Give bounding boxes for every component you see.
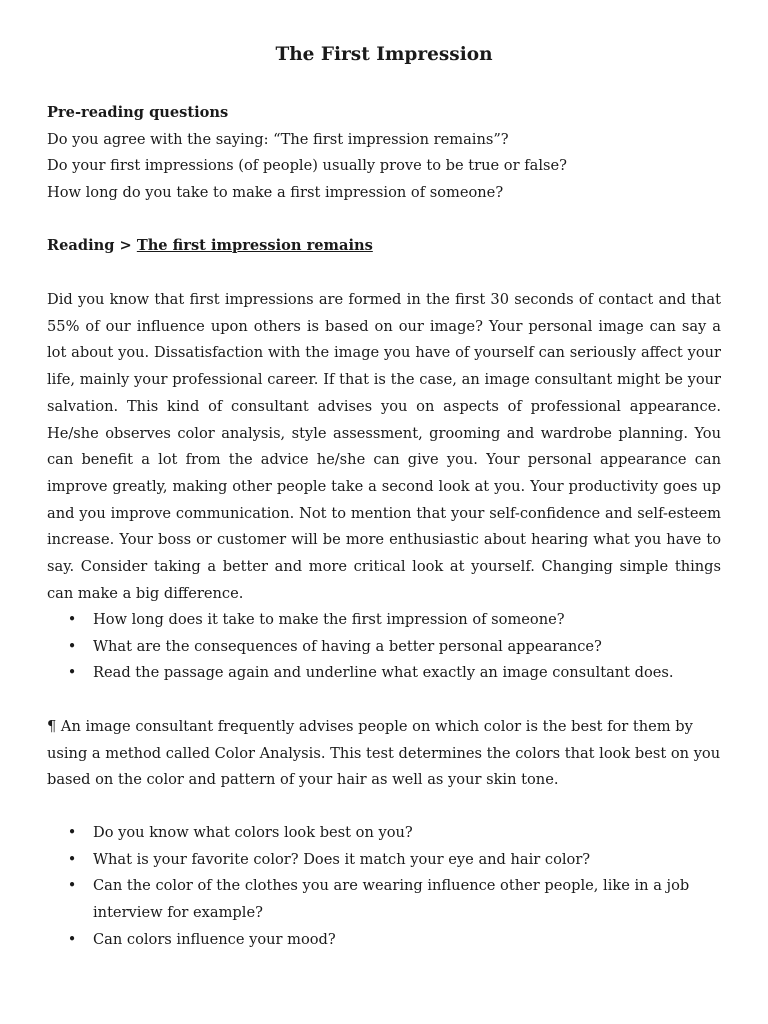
list-item	[47, 660, 721, 687]
list-item	[47, 820, 721, 847]
prereading-question-2: Do your first impressions (of people) usually prove to be true or false?	[47, 157, 567, 175]
bullet-icon: •	[67, 824, 77, 841]
color-analysis-paragraph: ¶ An image consultant frequently advises people on which color is the best for them by using a method called Color Analysis. This test determines the colors that look best on you based on the color and pattern of your hair as well as your skin tone.	[47, 718, 721, 789]
reading-title-link[interactable]: The first impression remains	[136, 237, 373, 254]
list-item-text: How long does it take to make the first impression of someone?	[93, 611, 565, 628]
list-item-text: What is your favorite color? Does it match your eye and hair color?	[93, 850, 591, 868]
reading-heading	[47, 233, 721, 260]
reading-passage: Did you know that first impressions are formed in the first 30 seconds of contact and that 55% of our influence upon others is based on our image? Your personal image can say a lot about you. Dissatisfaction with the image you have of yourself can seriously affect your life, mainly your professional career. If that is the case, an image consultant might be your salvation. This kind of consultant advises you on aspects of professional appearance. He/she observes color analysis, style assessment, grooming and wardrobe planning. You can benefit a lot from the advice he/she can give you. Your personal appearance can improve greatly, making other people take a second look at you. Your productivity goes up and you improve communication. Not to mention that your self-confidence and self-esteem increase. Your boss or customer will be more enthusiastic about hearing what you have to say. Consider taking a better and more critical look at yourself. Changing simple things can make a big difference.	[47, 291, 721, 602]
bullet-icon: •	[67, 850, 77, 868]
list-item-text: Can colors influence your mood?	[93, 930, 336, 948]
list-item-text: Do you know what colors look best on you?	[93, 824, 413, 841]
comprehension-questions	[47, 607, 721, 687]
list-item-text: Read the passage again and underline what exactly an image consultant does.	[93, 664, 674, 682]
prereading-question-1: Do you agree with the saying: “The first impression remains”?	[47, 130, 509, 148]
prereading-heading: Pre-reading questions	[47, 104, 229, 121]
list-item	[47, 873, 721, 926]
reading-prefix: Reading >	[47, 237, 137, 254]
bullet-icon: •	[67, 664, 77, 682]
list-item-text: What are the consequences of having a better personal appearance?	[93, 637, 602, 655]
list-item	[47, 847, 721, 874]
bullet-icon: •	[67, 930, 77, 948]
list-item	[47, 607, 721, 634]
bullet-icon: •	[67, 637, 77, 655]
bullet-icon: •	[67, 877, 77, 895]
discussion-questions	[47, 820, 721, 954]
list-item	[47, 634, 721, 661]
list-item	[47, 927, 721, 954]
prereading-question-3: How long do you take to make a first impression of someone?	[47, 184, 504, 202]
page-title: The First Impression	[275, 44, 493, 65]
list-item-text: Can the color of the clothes you are wearing influence other people, like in a job interview for example?	[93, 877, 690, 922]
prereading-section	[47, 100, 721, 207]
bullet-icon: •	[67, 611, 77, 628]
